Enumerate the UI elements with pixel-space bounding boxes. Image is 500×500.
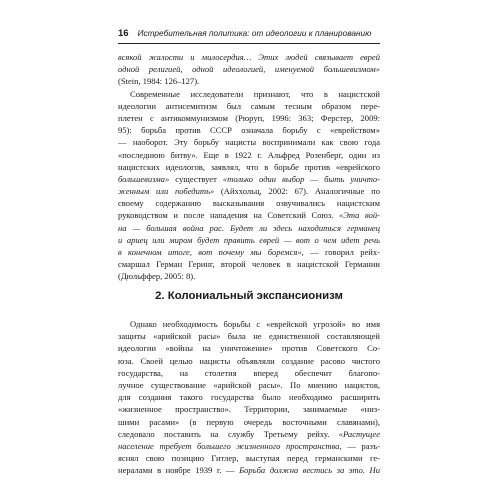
text-line: для создания такого государства было необходимо расширить xyxy=(118,392,380,403)
text-line xyxy=(118,185,380,197)
text-line: идеологии антисемитизм был самым тесным образом пере- xyxy=(118,100,380,111)
text-line: нацистских идеологов, заявлял, что в борьбе против «еврейского xyxy=(118,161,380,172)
text-line: 95): борьба против СССР означала борьбу с «еврейством» xyxy=(118,125,380,136)
text-line xyxy=(118,464,380,476)
text-line: плетен с антикоммунизмом (Рюруп, 1996: 363; Ферстер, 2009: xyxy=(118,112,380,123)
page-number: 16 xyxy=(118,28,129,39)
text-line: яснял свою позицию Гитлер, выступая перед германскими ге- xyxy=(118,453,380,464)
text-span: в конечном итоге, вот почему мы боремся» xyxy=(118,247,302,257)
text-line xyxy=(118,173,380,185)
text-line: юза. Своей целью нацисты объявляли создание расово чистого xyxy=(118,355,380,366)
text-line xyxy=(118,440,380,452)
text-span: «Растущее xyxy=(338,428,380,439)
running-head xyxy=(118,28,380,44)
running-title: Истребительная политика: от идеологии к планированию xyxy=(137,29,372,38)
text-span: , — разъ- xyxy=(339,440,380,451)
text-span: население требует большего жизненного пространства xyxy=(118,440,340,451)
text-span: женным или победить» xyxy=(118,186,215,197)
text-line: и ариец или миром будет править еврей — вот о чем идет речь xyxy=(118,234,380,245)
text-line: шими расами» (в первую очередь восточными славянами), xyxy=(118,416,380,427)
text-line: (Дюльффер, 2005: 8). xyxy=(118,271,196,282)
text-line xyxy=(118,428,380,440)
text-span: «только один выбор — быть уничто- xyxy=(222,173,381,184)
text-line: Однако необходимость борьбы с «еврейской угрозой» во имя xyxy=(130,319,380,329)
text-span: , — говорил рейх- xyxy=(301,247,380,257)
text-line: на — большая война рас. Будет ли здесь находиться германец xyxy=(118,222,380,233)
text-line: защиты «арийской расы» была не единственной составляющей xyxy=(118,331,380,342)
text-line: одной религией, одной идеологией, именуемой большевизмом» xyxy=(118,64,380,75)
text-span: следовало поставить на службу Третьему рейху. xyxy=(118,428,339,439)
body-text-top xyxy=(118,51,380,283)
text-span: нералами в ноябре 1939 г. — xyxy=(118,465,240,476)
text-line: лучное существование «арийской расы». По мнению нацистов, xyxy=(118,379,380,390)
text-line: Современные исследователи признают, что в нацистской xyxy=(130,88,380,99)
text-line: «последнюю битву». Еще в 1922 г. Альфред Розенберг, один из xyxy=(118,149,380,160)
text-line: идеологии «войны на уничтожение» против Советского Со- xyxy=(118,343,380,354)
text-span: существует xyxy=(169,173,223,184)
text-span: (Айххольц, 2002: 67). Аналогичные по xyxy=(214,186,380,197)
body-text-bottom xyxy=(118,318,380,476)
text-line: своему содержанию высказывания озвучивались нацистским xyxy=(118,198,380,209)
text-line: государства, на столетия вперед обеспечит благопо- xyxy=(118,367,380,378)
text-line: всякой жалости и милосердия… Этих людей связывает еврей xyxy=(118,52,380,62)
text-span: «Эта вой- xyxy=(339,210,380,221)
text-span: руководством и после нападения на Советский Союз. xyxy=(118,210,339,221)
text-line xyxy=(118,246,380,258)
section-heading: 2. Колониальный экспансионизм xyxy=(155,290,343,302)
text-line: (Stein, 1984: 126–127). xyxy=(118,76,200,87)
text-line: — наоборот. Эту борьбу нацисты воспринимали как свою года xyxy=(118,137,380,148)
text-span: Борьба должна вестись за это. Ни xyxy=(239,465,380,476)
text-span: большевизма» xyxy=(118,173,170,184)
text-line: смаршал Герман Геринг, второй человек в нацистской Германии xyxy=(118,259,380,270)
text-line xyxy=(118,209,380,221)
text-line: «жизненное пространство». Территории, занимаемые «низ- xyxy=(118,404,380,415)
